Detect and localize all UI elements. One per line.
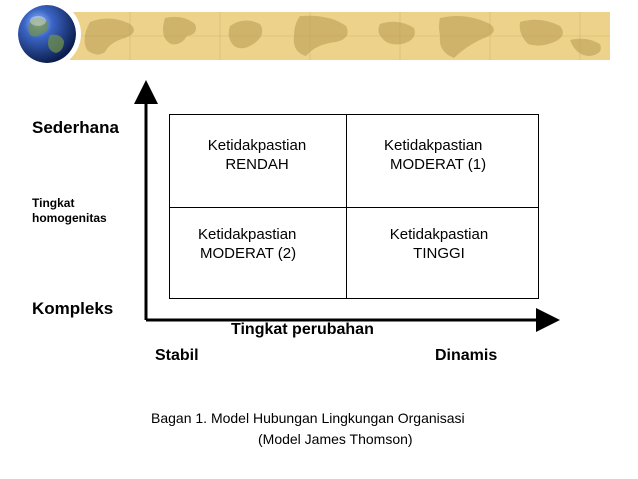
caption-line2: (Model James Thomson) — [258, 431, 413, 447]
cell-moderate1-line1: Ketidakpastian — [384, 137, 483, 154]
cell-low-uncertainty — [192, 136, 322, 174]
cell-moderate2-line2: MODERAT (2) — [200, 245, 297, 262]
x-axis-right-label: Dinamis — [435, 347, 498, 364]
cell-high-uncertainty — [374, 225, 504, 263]
figure-caption — [0, 408, 638, 450]
x-axis-left-label: Stabil — [155, 347, 199, 364]
x-axis-title: Tingkat perubahan — [231, 321, 374, 338]
cell-low-line1: Ketidakpastian — [207, 137, 307, 154]
y-axis-middle-label-line1: Tingkat — [32, 196, 75, 210]
cell-moderate-1 — [380, 136, 510, 174]
y-axis-bottom-label: Kompleks — [32, 299, 114, 318]
uncertainty-grid — [169, 114, 539, 299]
y-axis-middle-label-line2: homogenitas — [32, 211, 107, 225]
cell-moderate2-line1: Ketidakpastian — [198, 226, 297, 243]
y-axis-top-label: Sederhana — [32, 118, 119, 137]
cell-high-line1: Ketidakpastian — [389, 226, 489, 243]
cell-moderate1-line2: MODERAT (1) — [390, 156, 487, 173]
cell-high-line2: TINGGI — [413, 245, 465, 262]
y-axis-middle-label — [32, 196, 107, 226]
caption-line1: Bagan 1. Model Hubungan Lingkungan Organisasi — [151, 410, 465, 426]
grid-horizontal-divider — [170, 207, 538, 208]
cell-moderate-2 — [196, 225, 326, 263]
cell-low-line2: RENDAH — [225, 156, 289, 173]
